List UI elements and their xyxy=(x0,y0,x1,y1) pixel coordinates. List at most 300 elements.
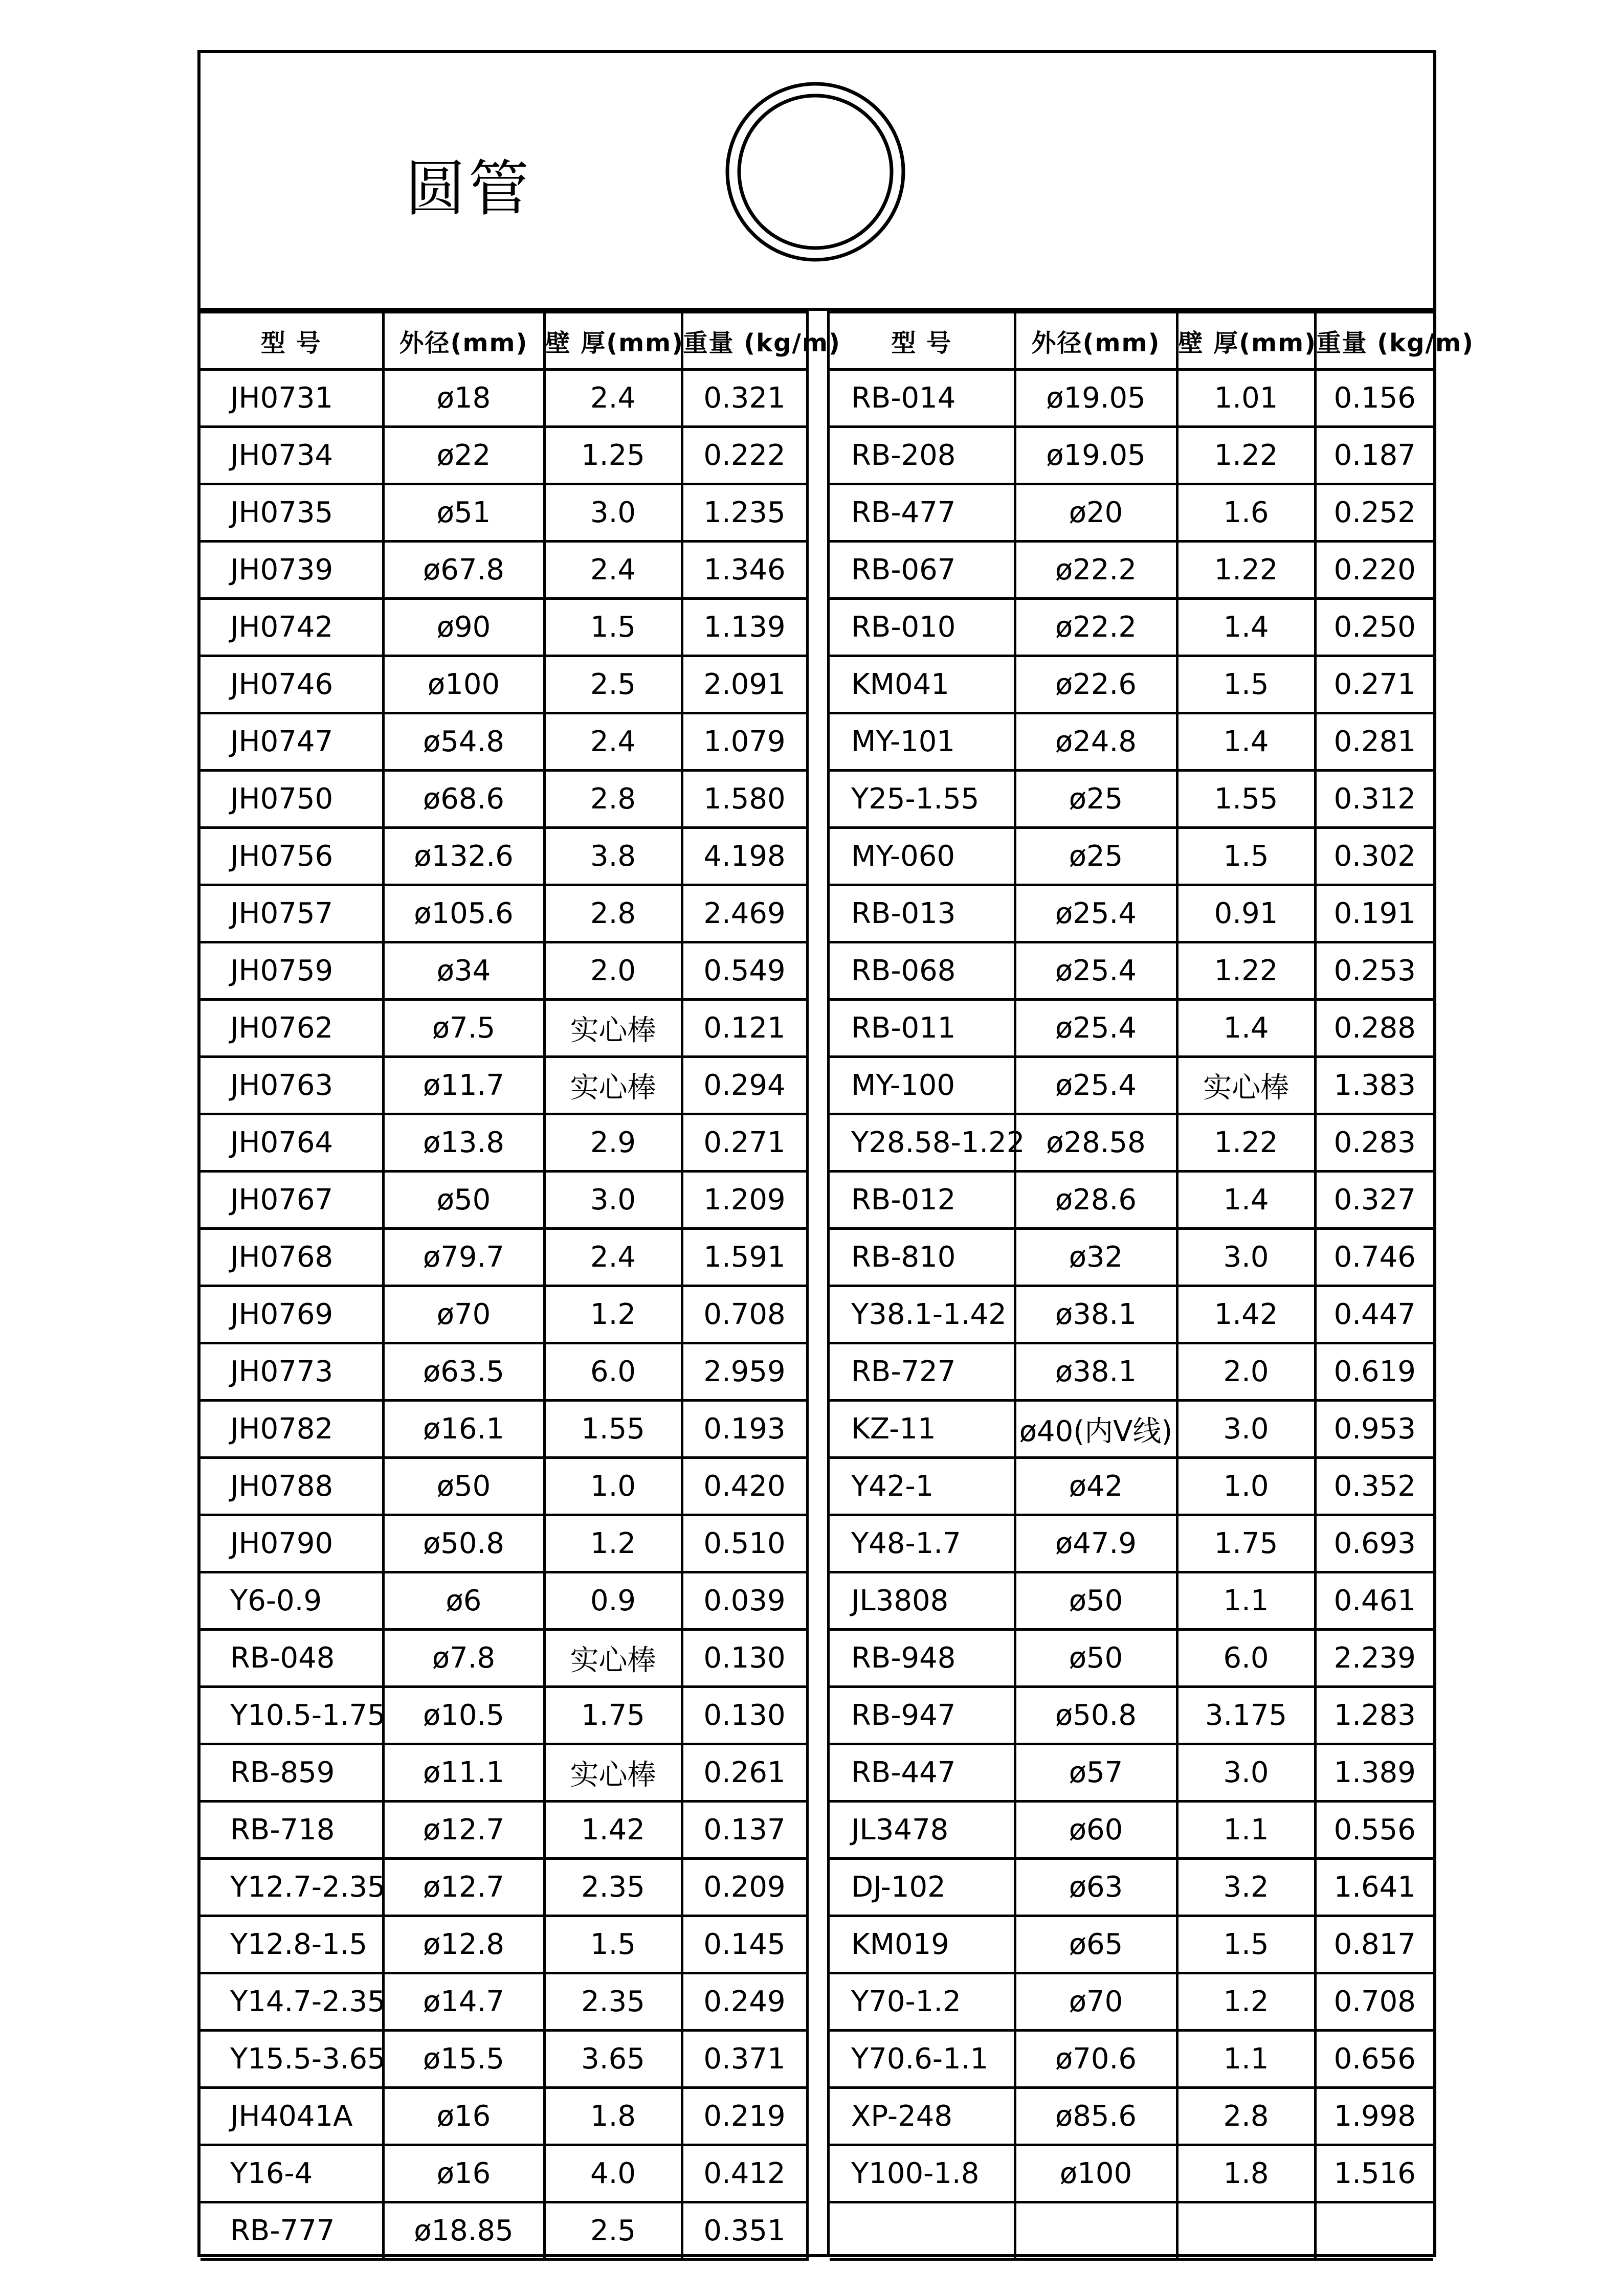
model-cell: JH0747 xyxy=(201,713,383,771)
weight-cell: 0.281 xyxy=(1315,713,1433,771)
weight-cell: 0.219 xyxy=(682,2088,807,2145)
model-cell: JH0742 xyxy=(201,599,383,656)
outer-diameter-cell: ø50 xyxy=(383,1172,544,1229)
outer-diameter-cell: ø32 xyxy=(1015,1229,1177,1286)
outer-diameter-cell: ø47.9 xyxy=(1015,1515,1177,1572)
weight-cell: 2.239 xyxy=(1315,1630,1433,1687)
outer-diameter-cell: ø68.6 xyxy=(383,771,544,828)
table-row xyxy=(830,2031,1433,2088)
outer-diameter-cell: ø100 xyxy=(1015,2145,1177,2202)
table-row xyxy=(201,1802,807,1859)
wall-thickness-cell: 2.4 xyxy=(544,1229,682,1286)
weight-cell: 0.656 xyxy=(1315,2031,1433,2088)
wall-thickness-cell: 2.4 xyxy=(544,713,682,771)
outer-diameter-cell: ø16 xyxy=(383,2088,544,2145)
table-row xyxy=(201,1401,807,1458)
wall-thickness-cell: 1.2 xyxy=(544,1515,682,1572)
weight-cell: 0.130 xyxy=(682,1687,807,1744)
weight-cell: 1.998 xyxy=(1315,2088,1433,2145)
model-cell: Y42-1 xyxy=(830,1458,1015,1515)
table-row xyxy=(830,1172,1433,1229)
weight-cell: 0.253 xyxy=(1315,942,1433,1000)
model-cell: Y100-1.8 xyxy=(830,2145,1015,2202)
wall-thickness-cell: 2.5 xyxy=(544,2202,682,2260)
model-cell: JH0782 xyxy=(201,1401,383,1458)
table-row xyxy=(201,599,807,656)
weight-cell: 1.209 xyxy=(682,1172,807,1229)
outer-diameter-cell: ø16 xyxy=(383,2145,544,2202)
table-row xyxy=(830,1458,1433,1515)
weight-cell: 0.130 xyxy=(682,1630,807,1687)
table-row xyxy=(201,1572,807,1630)
table-row xyxy=(830,885,1433,942)
weight-cell: 0.549 xyxy=(682,942,807,1000)
outer-diameter-cell: ø100 xyxy=(383,656,544,713)
table-row xyxy=(201,828,807,885)
weight-cell: 2.469 xyxy=(682,885,807,942)
model-cell: JH0788 xyxy=(201,1458,383,1515)
weight-cell: 4.198 xyxy=(682,828,807,885)
header-weight: 重量 (kg/m) xyxy=(1315,312,1433,370)
model-cell: JH0762 xyxy=(201,1000,383,1057)
weight-cell: 0.321 xyxy=(682,370,807,427)
wall-thickness-cell: 1.22 xyxy=(1177,427,1315,484)
model-cell: Y14.7-2.35 xyxy=(201,1973,383,2031)
table-row xyxy=(830,1744,1433,1802)
weight-cell: 1.283 xyxy=(1315,1687,1433,1744)
wall-thickness-cell: 1.0 xyxy=(1177,1458,1315,1515)
outer-diameter-cell: ø50.8 xyxy=(1015,1687,1177,1744)
weight-cell: 0.250 xyxy=(1315,599,1433,656)
model-cell: RB-068 xyxy=(830,942,1015,1000)
table-row xyxy=(201,1973,807,2031)
wall-thickness-cell: 1.4 xyxy=(1177,713,1315,771)
model-cell: MY-060 xyxy=(830,828,1015,885)
outer-diameter-cell: ø54.8 xyxy=(383,713,544,771)
weight-cell: 0.271 xyxy=(1315,656,1433,713)
wall-thickness-cell: 2.35 xyxy=(544,1859,682,1916)
model-cell: KZ-11 xyxy=(830,1401,1015,1458)
weight-cell: 0.187 xyxy=(1315,427,1433,484)
wall-thickness-cell: 1.1 xyxy=(1177,2031,1315,2088)
weight-cell: 0.193 xyxy=(682,1401,807,1458)
outer-diameter-cell: ø70 xyxy=(1015,1973,1177,2031)
table-row xyxy=(830,1973,1433,2031)
wall-thickness-cell: 实心棒 xyxy=(544,1744,682,1802)
wall-thickness-cell: 3.0 xyxy=(544,1172,682,1229)
model-cell: MY-101 xyxy=(830,713,1015,771)
header-outer-diameter: 外径(mm) xyxy=(383,312,544,370)
model-cell: XP-248 xyxy=(830,2088,1015,2145)
outer-diameter-cell: ø50 xyxy=(1015,1572,1177,1630)
table-row xyxy=(830,771,1433,828)
wall-thickness-cell: 3.0 xyxy=(1177,1229,1315,1286)
weight-cell: 0.352 xyxy=(1315,1458,1433,1515)
outer-diameter-cell: ø65 xyxy=(1015,1916,1177,1973)
weight-cell: 0.220 xyxy=(1315,542,1433,599)
outer-diameter-cell: ø11.7 xyxy=(383,1057,544,1114)
spec-sheet xyxy=(197,50,1474,2257)
weight-cell: 1.235 xyxy=(682,484,807,542)
outer-diameter-cell: ø18 xyxy=(383,370,544,427)
outer-diameter-cell: ø24.8 xyxy=(1015,713,1177,771)
outer-diameter-cell: ø19.05 xyxy=(1015,370,1177,427)
outer-diameter-cell: ø51 xyxy=(383,484,544,542)
wall-thickness-cell: 实心棒 xyxy=(544,1057,682,1114)
outer-diameter-cell: ø85.6 xyxy=(1015,2088,1177,2145)
header-wall-thickness: 壁 厚(mm) xyxy=(1177,312,1315,370)
weight-cell: 0.283 xyxy=(1315,1114,1433,1172)
weight-cell: 0.619 xyxy=(1315,1343,1433,1401)
model-cell xyxy=(830,2202,1015,2260)
weight-cell: 0.693 xyxy=(1315,1515,1433,1572)
table-row xyxy=(830,2145,1433,2202)
model-cell: Y70-1.2 xyxy=(830,1973,1015,2031)
outer-diameter-cell: ø25.4 xyxy=(1015,1000,1177,1057)
table-row xyxy=(830,1859,1433,1916)
table-row xyxy=(201,1916,807,1973)
weight-cell: 0.412 xyxy=(682,2145,807,2202)
outer-diameter-cell: ø42 xyxy=(1015,1458,1177,1515)
model-cell: JH0739 xyxy=(201,542,383,599)
outer-diameter-cell: ø20 xyxy=(1015,484,1177,542)
wall-thickness-cell: 1.1 xyxy=(1177,1802,1315,1859)
table-row xyxy=(830,370,1433,427)
table-row xyxy=(830,427,1433,484)
outer-diameter-cell: ø60 xyxy=(1015,1802,1177,1859)
outer-diameter-cell: ø18.85 xyxy=(383,2202,544,2260)
table-row xyxy=(201,1744,807,1802)
model-cell: MY-100 xyxy=(830,1057,1015,1114)
table-row xyxy=(201,2145,807,2202)
table-row xyxy=(830,1114,1433,1172)
table-row xyxy=(830,1802,1433,1859)
model-cell: JH0756 xyxy=(201,828,383,885)
model-cell: JH4041A xyxy=(201,2088,383,2145)
table-row xyxy=(201,1057,807,1114)
table-row xyxy=(830,1057,1433,1114)
outer-diameter-cell: ø38.1 xyxy=(1015,1286,1177,1343)
outer-diameter-cell: ø38.1 xyxy=(1015,1343,1177,1401)
weight-cell: 2.091 xyxy=(682,656,807,713)
table-row xyxy=(830,1229,1433,1286)
weight-cell: 0.137 xyxy=(682,1802,807,1859)
wall-thickness-cell: 1.2 xyxy=(544,1286,682,1343)
weight-cell: 0.252 xyxy=(1315,484,1433,542)
outer-diameter-cell: ø50.8 xyxy=(383,1515,544,1572)
outer-diameter-cell: ø25.4 xyxy=(1015,885,1177,942)
wall-thickness-cell: 2.35 xyxy=(544,1973,682,2031)
weight-cell: 0.746 xyxy=(1315,1229,1433,1286)
header-outer-diameter: 外径(mm) xyxy=(1015,312,1177,370)
table-row xyxy=(201,656,807,713)
table-row xyxy=(201,370,807,427)
model-cell: JH0735 xyxy=(201,484,383,542)
table-row xyxy=(830,1916,1433,1973)
weight-cell: 1.516 xyxy=(1315,2145,1433,2202)
wall-thickness-cell: 1.22 xyxy=(1177,942,1315,1000)
model-cell: JH0767 xyxy=(201,1172,383,1229)
outer-diameter-cell: ø79.7 xyxy=(383,1229,544,1286)
wall-thickness-cell: 1.0 xyxy=(544,1458,682,1515)
model-cell: JH0790 xyxy=(201,1515,383,1572)
wall-thickness-cell: 6.0 xyxy=(1177,1630,1315,1687)
model-cell: JH0757 xyxy=(201,885,383,942)
wall-thickness-cell: 1.5 xyxy=(1177,1916,1315,1973)
weight-cell: 0.249 xyxy=(682,1973,807,2031)
weight-cell xyxy=(1315,2202,1433,2260)
model-cell: RB-947 xyxy=(830,1687,1015,1744)
wall-thickness-cell: 1.5 xyxy=(544,1916,682,1973)
table-row xyxy=(201,1630,807,1687)
table-row xyxy=(201,2088,807,2145)
wall-thickness-cell: 3.175 xyxy=(1177,1687,1315,1744)
model-cell: RB-718 xyxy=(201,1802,383,1859)
table-row xyxy=(201,1859,807,1916)
outer-diameter-cell: ø22.6 xyxy=(1015,656,1177,713)
outer-diameter-cell xyxy=(1015,2202,1177,2260)
model-cell: JH0763 xyxy=(201,1057,383,1114)
model-cell: RB-048 xyxy=(201,1630,383,1687)
outer-diameter-cell: ø13.8 xyxy=(383,1114,544,1172)
wall-thickness-cell: 1.22 xyxy=(1177,542,1315,599)
weight-cell: 0.420 xyxy=(682,1458,807,1515)
weight-cell: 0.556 xyxy=(1315,1802,1433,1859)
outer-diameter-cell: ø105.6 xyxy=(383,885,544,942)
outer-diameter-cell: ø50 xyxy=(383,1458,544,1515)
wall-thickness-cell: 2.5 xyxy=(544,656,682,713)
model-cell: JH0769 xyxy=(201,1286,383,1343)
wall-thickness-cell: 2.4 xyxy=(544,370,682,427)
table-row xyxy=(830,2202,1433,2260)
wall-thickness-cell: 2.8 xyxy=(1177,2088,1315,2145)
table-header-row xyxy=(830,312,1433,370)
model-cell: Y10.5-1.75 xyxy=(201,1687,383,1744)
table-row xyxy=(830,1343,1433,1401)
wall-thickness-cell: 1.4 xyxy=(1177,599,1315,656)
outer-diameter-cell: ø12.8 xyxy=(383,1916,544,1973)
table-row xyxy=(201,542,807,599)
outer-diameter-cell: ø25 xyxy=(1015,828,1177,885)
header-wall-thickness: 壁 厚(mm) xyxy=(544,312,682,370)
table-row xyxy=(201,885,807,942)
model-cell: RB-447 xyxy=(830,1744,1015,1802)
wall-thickness-cell: 6.0 xyxy=(544,1343,682,1401)
outer-diameter-cell: ø7.5 xyxy=(383,1000,544,1057)
model-cell: RB-067 xyxy=(830,542,1015,599)
weight-cell: 0.209 xyxy=(682,1859,807,1916)
wall-thickness-cell: 1.5 xyxy=(1177,828,1315,885)
table-row xyxy=(201,427,807,484)
table-row xyxy=(201,2031,807,2088)
wall-thickness-cell: 1.75 xyxy=(544,1687,682,1744)
weight-cell: 1.383 xyxy=(1315,1057,1433,1114)
table-row xyxy=(201,1172,807,1229)
weight-cell: 0.708 xyxy=(682,1286,807,1343)
wall-thickness-cell: 3.65 xyxy=(544,2031,682,2088)
outer-diameter-cell: ø6 xyxy=(383,1572,544,1630)
wall-thickness-cell xyxy=(1177,2202,1315,2260)
table-row xyxy=(201,1515,807,1572)
model-cell: JH0759 xyxy=(201,942,383,1000)
table-row xyxy=(830,1572,1433,1630)
wall-thickness-cell: 1.4 xyxy=(1177,1000,1315,1057)
model-cell: JH0734 xyxy=(201,427,383,484)
weight-cell: 0.222 xyxy=(682,427,807,484)
weight-cell: 0.191 xyxy=(1315,885,1433,942)
weight-cell: 0.371 xyxy=(682,2031,807,2088)
table-row xyxy=(830,942,1433,1000)
table-row xyxy=(201,2202,807,2260)
wall-thickness-cell: 1.75 xyxy=(1177,1515,1315,1572)
table-row xyxy=(830,713,1433,771)
wall-thickness-cell: 2.0 xyxy=(1177,1343,1315,1401)
round-tube-icon xyxy=(723,80,907,264)
outer-diameter-cell: ø11.1 xyxy=(383,1744,544,1802)
model-cell: RB-012 xyxy=(830,1172,1015,1229)
wall-thickness-cell: 1.2 xyxy=(1177,1973,1315,2031)
weight-cell: 1.139 xyxy=(682,599,807,656)
wall-thickness-cell: 1.42 xyxy=(544,1802,682,1859)
table-row xyxy=(830,1286,1433,1343)
wall-thickness-cell: 1.01 xyxy=(1177,370,1315,427)
table-row xyxy=(830,1630,1433,1687)
model-cell: DJ-102 xyxy=(830,1859,1015,1916)
weight-cell: 0.327 xyxy=(1315,1172,1433,1229)
model-cell: Y28.58-1.22 xyxy=(830,1114,1015,1172)
spec-table-right xyxy=(830,311,1474,2261)
model-cell: JH0764 xyxy=(201,1114,383,1172)
model-cell: JH0746 xyxy=(201,656,383,713)
wall-thickness-cell: 1.8 xyxy=(544,2088,682,2145)
weight-cell: 1.079 xyxy=(682,713,807,771)
table-header-row xyxy=(201,312,807,370)
weight-cell: 1.346 xyxy=(682,542,807,599)
weight-cell: 0.145 xyxy=(682,1916,807,1973)
wall-thickness-cell: 2.4 xyxy=(544,542,682,599)
outer-diameter-cell: ø19.05 xyxy=(1015,427,1177,484)
wall-thickness-cell: 实心棒 xyxy=(544,1000,682,1057)
model-cell: KM019 xyxy=(830,1916,1015,1973)
table-row xyxy=(830,656,1433,713)
weight-cell: 0.708 xyxy=(1315,1973,1433,2031)
outer-diameter-cell: ø34 xyxy=(383,942,544,1000)
outer-diameter-cell: ø40(内V线) xyxy=(1015,1401,1177,1458)
model-cell: Y16-4 xyxy=(201,2145,383,2202)
wall-thickness-cell: 0.91 xyxy=(1177,885,1315,942)
model-cell: Y12.7-2.35 xyxy=(201,1859,383,1916)
weight-cell: 0.261 xyxy=(682,1744,807,1802)
table-row xyxy=(201,942,807,1000)
weight-cell: 0.121 xyxy=(682,1000,807,1057)
wall-thickness-cell: 3.0 xyxy=(1177,1744,1315,1802)
page-title: 圆管 xyxy=(405,153,532,224)
weight-cell: 0.156 xyxy=(1315,370,1433,427)
table-row xyxy=(830,599,1433,656)
weight-cell: 1.580 xyxy=(682,771,807,828)
spec-table-left xyxy=(201,311,841,2261)
table-row xyxy=(830,1000,1433,1057)
outer-diameter-cell: ø10.5 xyxy=(383,1687,544,1744)
table-divider xyxy=(807,311,830,2257)
outer-diameter-cell: ø22.2 xyxy=(1015,599,1177,656)
header-model: 型 号 xyxy=(201,312,383,370)
model-cell: RB-810 xyxy=(830,1229,1015,1286)
table-row xyxy=(830,542,1433,599)
table-row xyxy=(830,1687,1433,1744)
table-row xyxy=(201,1229,807,1286)
wall-thickness-cell: 1.5 xyxy=(1177,656,1315,713)
table-row xyxy=(830,1401,1433,1458)
wall-thickness-cell: 2.8 xyxy=(544,771,682,828)
model-cell: Y70.6-1.1 xyxy=(830,2031,1015,2088)
model-cell: JH0773 xyxy=(201,1343,383,1401)
model-cell: JL3478 xyxy=(830,1802,1015,1859)
weight-cell: 0.817 xyxy=(1315,1916,1433,1973)
outer-diameter-cell: ø16.1 xyxy=(383,1401,544,1458)
table-row xyxy=(830,1515,1433,1572)
wall-thickness-cell: 4.0 xyxy=(544,2145,682,2202)
model-cell: RB-013 xyxy=(830,885,1015,942)
wall-thickness-cell: 实心棒 xyxy=(544,1630,682,1687)
model-cell: RB-208 xyxy=(830,427,1015,484)
weight-cell: 0.510 xyxy=(682,1515,807,1572)
table-row xyxy=(830,828,1433,885)
table-row xyxy=(830,484,1433,542)
outer-diameter-cell: ø12.7 xyxy=(383,1802,544,1859)
outer-diameter-cell: ø67.8 xyxy=(383,542,544,599)
table-row xyxy=(830,2088,1433,2145)
wall-thickness-cell: 1.5 xyxy=(544,599,682,656)
model-cell: RB-727 xyxy=(830,1343,1015,1401)
sheet-header xyxy=(201,53,1433,311)
weight-cell: 0.351 xyxy=(682,2202,807,2260)
wall-thickness-cell: 1.8 xyxy=(1177,2145,1315,2202)
model-cell: Y15.5-3.65 xyxy=(201,2031,383,2088)
header-weight: 重量 (kg/m) xyxy=(682,312,807,370)
model-cell: KM041 xyxy=(830,656,1015,713)
model-cell: JH0750 xyxy=(201,771,383,828)
table-row xyxy=(201,484,807,542)
weight-cell: 1.641 xyxy=(1315,1859,1433,1916)
wall-thickness-cell: 3.2 xyxy=(1177,1859,1315,1916)
header-model: 型 号 xyxy=(830,312,1015,370)
weight-cell: 1.389 xyxy=(1315,1744,1433,1802)
wall-thickness-cell: 1.6 xyxy=(1177,484,1315,542)
model-cell: JL3808 xyxy=(830,1572,1015,1630)
table-row xyxy=(201,1000,807,1057)
wall-thickness-cell: 1.22 xyxy=(1177,1114,1315,1172)
weight-cell: 0.294 xyxy=(682,1057,807,1114)
weight-cell: 2.959 xyxy=(682,1343,807,1401)
table-row xyxy=(201,713,807,771)
table-row xyxy=(201,1458,807,1515)
weight-cell: 0.039 xyxy=(682,1572,807,1630)
model-cell: RB-010 xyxy=(830,599,1015,656)
model-cell: RB-011 xyxy=(830,1000,1015,1057)
model-cell: Y38.1-1.42 xyxy=(830,1286,1015,1343)
outer-diameter-cell: ø63 xyxy=(1015,1859,1177,1916)
weight-cell: 0.461 xyxy=(1315,1572,1433,1630)
outer-diameter-cell: ø50 xyxy=(1015,1630,1177,1687)
wall-thickness-cell: 1.1 xyxy=(1177,1572,1315,1630)
table-row xyxy=(201,771,807,828)
weight-cell: 0.271 xyxy=(682,1114,807,1172)
wall-thickness-cell: 1.4 xyxy=(1177,1172,1315,1229)
outer-diameter-cell: ø14.7 xyxy=(383,1973,544,2031)
table-row xyxy=(201,1687,807,1744)
weight-cell: 0.312 xyxy=(1315,771,1433,828)
